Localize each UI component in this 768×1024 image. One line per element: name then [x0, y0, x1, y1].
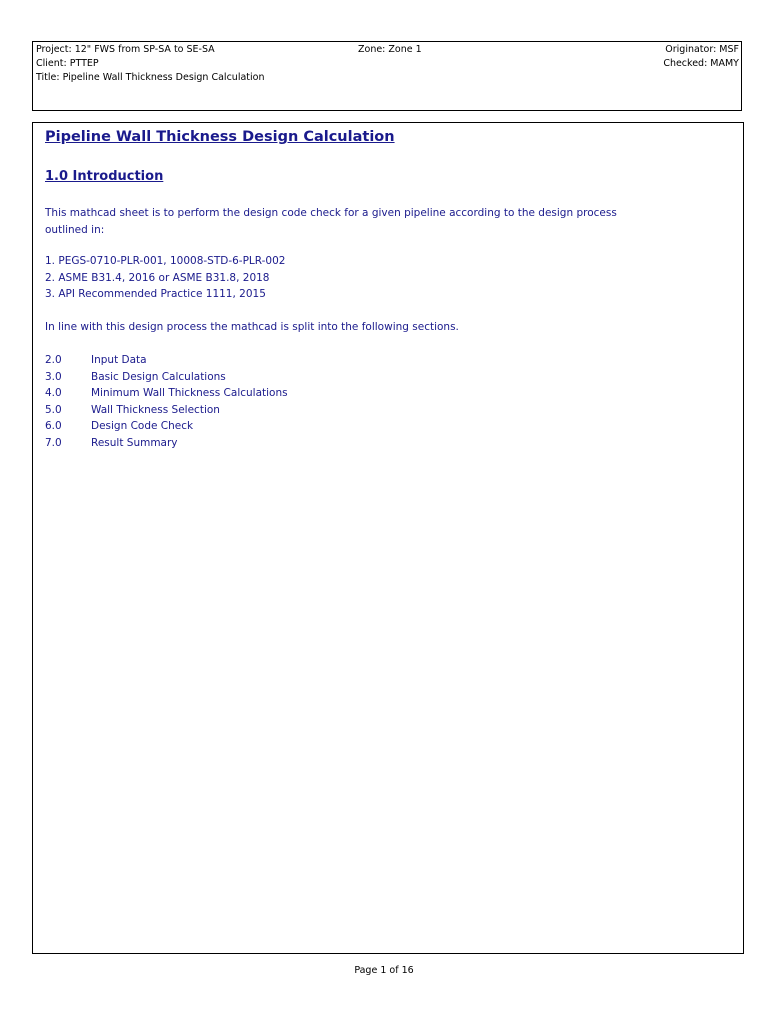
- section-list-item: [45, 369, 288, 386]
- header-client: Client: PTTEP: [36, 58, 99, 69]
- section-number: 5.0: [45, 403, 62, 416]
- section-list: [45, 352, 288, 451]
- section-list-item: [45, 402, 288, 419]
- document-body: [32, 122, 744, 954]
- introduction-paragraph: This mathcad sheet is to perform the design code check for a given pipeline according to the design process outlined in:: [45, 207, 617, 236]
- section-list-item: [45, 435, 288, 452]
- section-label: Minimum Wall Thickness Calculations: [91, 387, 288, 399]
- section-label: Result Summary: [91, 436, 178, 449]
- document-title: Pipeline Wall Thickness Design Calculation: [45, 129, 395, 145]
- section-label: Wall Thickness Selection: [91, 403, 220, 416]
- header-originator: Originator: MSF: [665, 44, 739, 55]
- header-zone: Zone: Zone 1: [358, 44, 422, 55]
- section-list-item: [45, 352, 288, 369]
- sections-intro-text: In line with this design process the mathcad is split into the following sections.: [45, 321, 459, 333]
- header-box: [32, 41, 742, 111]
- reference-item: 3. API Recommended Practice 1111, 2015: [45, 288, 266, 300]
- page-number: Page 1 of 16: [354, 965, 414, 976]
- header-checked: Checked: MAMY: [663, 58, 739, 69]
- section-list-item: [45, 385, 288, 402]
- header-title: Title: Pipeline Wall Thickness Design Calculation: [36, 72, 265, 83]
- reference-item: 1. PEGS-0710-PLR-001, 10008-STD-6-PLR-002: [45, 255, 286, 267]
- section-label: Design Code Check: [91, 420, 194, 432]
- section-label: Input Data: [91, 354, 147, 366]
- header-project: Project: 12" FWS from SP-SA to SE-SA: [36, 44, 215, 55]
- section-number: 4.0: [45, 387, 62, 399]
- section-number: 3.0: [45, 370, 62, 383]
- section-number: 6.0: [45, 420, 62, 432]
- reference-list: [45, 253, 645, 303]
- introduction-heading: 1.0 Introduction: [45, 169, 164, 184]
- section-label: Basic Design Calculations: [91, 370, 226, 383]
- section-list-item: [45, 418, 288, 435]
- section-number: 2.0: [45, 354, 62, 366]
- reference-item: 2. ASME B31.4, 2016 or ASME B31.8, 2018: [45, 271, 270, 284]
- section-number: 7.0: [45, 436, 62, 449]
